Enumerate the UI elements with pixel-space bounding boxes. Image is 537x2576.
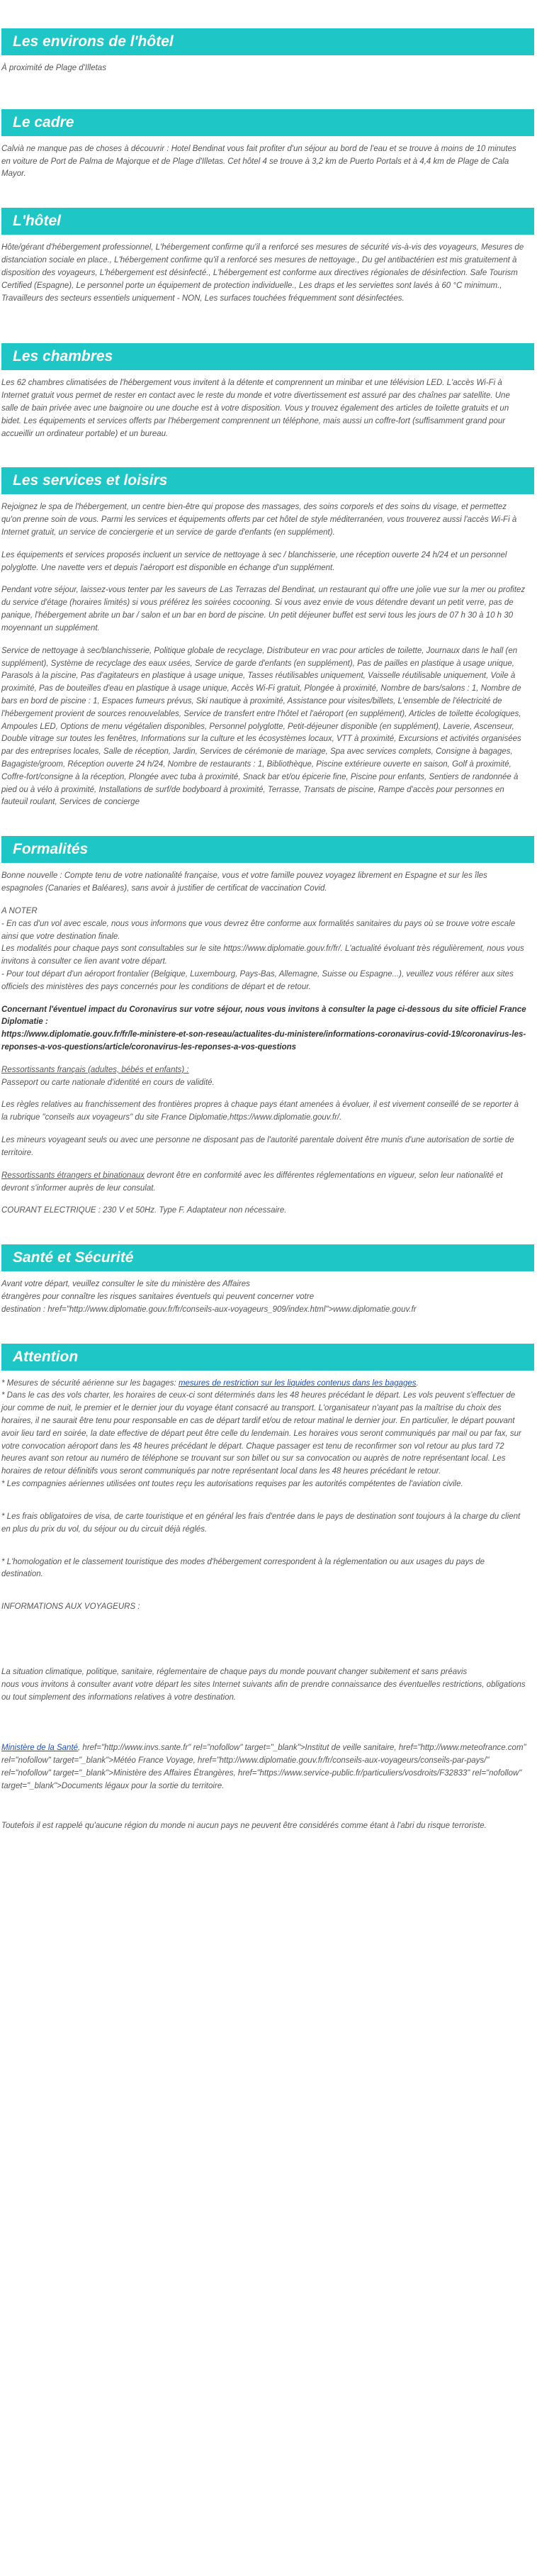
section-title-sante: Santé et Sécurité: [1, 1244, 534, 1271]
formalites-note-modalites: Les modalités pour chaque pays sont consultables sur le site https://www.diplomatie.gouv.fr/fr/. L'actualité évoluant très régulièrement, nous vous invitons à consulter ce lien avant votre départ.: [1, 944, 524, 966]
services-equipements-text: Les équipements et services proposés incluent un service de nettoyage à sec / blanchisserie, une réception ouverte 24 h/24 et un personnel polyglotte. Une navette vers et depuis l'aéroport est disponible en échange d'un supplément.: [1, 550, 507, 572]
chambres-text: Les 62 chambres climatisées de l'hébergement vous invitent à la détente et comprennent un minibar et une télévision LED. L'accès Wi-Fi à Internet gratuit vous permet de rester en contact avec le reste du monde et votre divertissement est assuré par des chaînes par satellite. Une salle de bain privée avec une baignoire ou une douche est à votre disposition. Vous y trouvez également des articles de toilette gratuits et un bidet. Les équipements et services offerts par l'hébergement comprennent un téléphone, mais aussi un coffre-fort (suffisamment grand pour accueillir un ordinateur portable) et un bureau.: [1, 379, 510, 438]
formalites-ressortissants-etrangers-heading: Ressortissants étrangers et binationaux: [1, 1171, 145, 1180]
section-chambres: [0, 343, 537, 440]
section-hotel: [0, 208, 537, 305]
attention-situation-text: La situation climatique, politique, sanitaire, réglementaire de chaque pays du monde pouvant changer subitement et sans préavis: [1, 1667, 468, 1676]
services-restaurant-text: Pendant votre séjour, laissez-vous tenter par les saveurs de Las Terrazas del Bendinat, un restaurant qui offre une jolie vue sur la mer ou profitez du service d'étage (horaires limités) si vous préférez les soirées cocooning. Si vous avez envie de vous détendre devant un petit verre, pas de panique, l'hébergement abrite un bar / salon et un bar en bord de piscine. Un petit déjeuner buffet est servi tous les jours de 07 h 30 à 10 h 30 moyennant un supplément.: [1, 586, 526, 632]
formalites-regles-text: Les règles relatives au franchissement des frontières propres à chaque pays étant amenées à évoluer, il est vivement conseillé de se reporter à la rubrique "conseils aux voyageurs" du site France Diplomatie,https://www.diplomatie.gouv.fr/.: [1, 1100, 519, 1122]
formalites-courant-text: COURANT ELECTRIQUE : 230 V et 50Hz. Type F. Adaptateur non nécessaire.: [1, 1206, 287, 1215]
attention-bagages-end: .: [416, 1378, 419, 1388]
formalites-ressortissants-etrangers-text: devront être en conformité avec les différentes réglementations en vigueur, selon leur nationalité et devront s'informer auprès de leur consulat.: [1, 1171, 503, 1193]
section-formalites: [0, 836, 537, 1217]
section-services: [0, 467, 537, 809]
section-title-chambres: Les chambres: [1, 343, 534, 370]
formalites-coronavirus-text: Concernant l'éventuel impact du Coronavirus sur votre séjour, nous vous invitons à consulter la page ci-dessous du site officiel France Diplomatie :: [1, 1005, 526, 1027]
formalites-note-heading: A NOTER: [1, 906, 38, 915]
attention-vols-charter-text: * Dans le cas des vols charter, les horaires de ceux-ci sont déterminés dans les 48 heures précédant le départ. Les vols peuvent s'effectuer de jour comme de nuit, le premier et le dernier jour du voyage étant consacré au transport. L'organisateur n'ayant pas la maîtrise du choix des horaires, il ne saurait être tenu pour responsable en cas de départ tardif et/ou de retour matinal le dernier jour. En particulier, le départ pouvant avoir lieu tard en soirée, la date effective de départ peut être celle du lendemain. Les horaires vous seront communiqués par mail ou par fax, sur votre convocation aéroport dans les 48 heures précédant le départ. Chaque passager est tenu de reconfirmer son vol retour au plus tard 72 heures avant son retour au numéro de téléphone se trouvant sur son billet ou sur sa convocation ou auprès de notre représentant local. Les horaires de retour définitifs vous seront communiqués par notre représentant local dans les 48 heures précédant le retour.: [1, 1391, 521, 1476]
environs-text: À proximité de Plage d'Illetas: [1, 64, 106, 72]
section-title-environs: Les environs de l'hôtel: [1, 28, 534, 55]
sante-text-line-2: étrangères pour connaître les risques sanitaires éventuels qui peuvent concerner votre: [1, 1292, 315, 1301]
attention-sites-text: , href="http://www.invs.sante.fr" rel="nofollow" target="_blank">Institut de veille sanitaire, href="http://www.meteofrance.com" rel="nofollow" target="_blank">Météo France Voyage, href="http://www.diplomatie.gouv.fr/fr/conseils-aux-voyageurs/conseils-par-pays/" rel="nofollow" target="_blank">Ministère des Affaires Étrangères, href="https://www.service-public.fr/particuliers/vosdroits/F32833" rel="nofollow" target="_blank">Documents légaux pour la sortie du territoire.: [1, 1744, 526, 1790]
liquides-restriction-link[interactable]: mesures de restriction sur les liquides contenus dans les bagages: [178, 1378, 417, 1388]
formalites-note-frontalier: - Pour tout départ d'un aéroport frontalier (Belgique, Luxembourg, Pays-Bas, Allemagne, Suisse ou Espagne...), veuillez vous référer aux sites officiels des ministères des pays concernés pour les conditions de départ et de retour.: [1, 969, 514, 991]
sante-text-line-3: destination : href="http://www.diplomatie.gouv.fr/fr/conseils-aux-voyageurs_909/index.html">www.diplomatie.gouv.fr: [1, 1305, 417, 1314]
formalites-intro: Bonne nouvelle : Compte tenu de votre nationalité française, vous et votre famille pouvez voyagez librement en Espagne et sur les îles espagnoles (Canaries et Baléares), sans avoir à justifier de certificat de vaccination Covid.: [1, 871, 487, 893]
section-title-services: Les services et loisirs: [1, 467, 534, 494]
ministere-sante-link[interactable]: Ministère de la Santé: [1, 1744, 79, 1753]
attention-homologation-text: * L'homologation et le classement touristique des modes d'hébergement correspondent à la réglementation ou aux usages du pays de destination.: [1, 1557, 485, 1579]
section-title-attention: Attention: [1, 1344, 534, 1371]
cadre-text: Calvià ne manque pas de choses à découvrir : Hotel Bendinat vous fait profiter d'un séjour au bord de l'eau et se trouve à moins de 10 minutes en voiture de Port de Palma de Majorque et de Plage d'Illetas. Cet hôtel 4 se trouve à 3,2 km de Puerto Portals et à 4,4 km de Plage de Cala Mayor.: [1, 144, 516, 179]
section-environs: [0, 28, 537, 75]
attention-consulter-text: nous vous invitons à consulter avant votre départ les sites Internet suivants afin de prendre connaissance des éventuelles restrictions, obligations ou tout simplement des informations relatives à votre destination.: [1, 1680, 526, 1702]
attention-bagages: [1, 1378, 527, 1390]
sante-text-line-1: Avant votre départ, veuillez consulter le site du ministère des Affaires: [1, 1280, 250, 1289]
section-sante: [0, 1244, 537, 1316]
attention-sites-list: [1, 1742, 527, 1792]
section-attention: [0, 1344, 537, 1833]
attention-compagnies-text: * Les compagnies aériennes utilisées ont toutes reçu les autorisations requises par les autorités compétentes de l'aviation civile.: [1, 1480, 463, 1489]
formalites-coronavirus-url[interactable]: https://www.diplomatie.gouv.fr/fr/le-ministere-et-son-reseau/actualites-du-ministere/informations-coronavirus-covid-19/coronavirus-les-reponses-a-vos-questions/article/coronavirus-les-reponses-a-vos-questions: [1, 1030, 526, 1052]
section-title-hotel: L'hôtel: [1, 208, 534, 235]
hotel-text: Hôte/gérant d'hébergement professionnel, L'hébergement confirme qu'il a renforcé ses mesures de sécurité vis-à-vis des voyageurs, Mesures de distanciation sociale en place., L'hébergement confirme qu'il a renforcé ses mesures de nettoyage., Du gel antibactérien est mis gratuitement à disposition des voyageurs, L'hébergement est désinfecté., L'hébergement est conforme aux directives régionales de désinfection. Safe Tourism Certified (Espagne), Le personnel porte un équipement de protection individuelle., Les draps et les serviettes sont lavés à 60 °C minimum., Travailleurs des secteurs essentiels uniquement - NON, Les surfaces touchées fréquemment sont désinfectées.: [1, 243, 524, 303]
section-title-cadre: Le cadre: [1, 109, 534, 136]
section-cadre: [0, 109, 537, 181]
services-list-text: Service de nettoyage à sec/blanchisserie, Politique globale de recyclage, Distributeur en vrac pour articles de toilette, Journaux dans le hall (en supplément), Système de recyclage des eaux usées, Service de garde d'enfants (en supplément), Pas de pailles en plastique à usage unique, Parasols à la piscine, Pas d'agitateurs en plastique à usage unique, Tasses réutilisables uniquement, Vaisselle réutilisable uniquement, Voile à proximité, Pas de bouteilles d'eau en plastique à usage unique, Accès Wi-Fi gratuit, Plongée à proximité, Nombre de bars/salons : 1, Nombre de bars en bord de piscine : 1, Espaces fumeurs prévus, Ski nautique à proximité, Assistance pour visites/billets, L'ensemble de l'électricité de l'hébergement provient de sources renouvelables, Service de transfert entre l'hôtel et l'aéroport (en supplément), Articles de toilette écologiques, Ampoules LED, Options de menu végétalien disponibles, Personnel polyglotte, Petit-déjeuner disponible (en supplément), Laverie, Ascenseur, Double vitrage sur toutes les fenêtres, Informations sur la culture et les écosystèmes locaux, VTT à proximité, Excursions et activités organisées par des entreprises locales, Salle de réception, Jardin, Services de cérémonie de mariage, Spa avec services complets, Consigne à bagages, Bagagiste/groom, Réception ouverte 24 h/24, Nombre de restaurants : 1, Bibliothèque, Piscine extérieure ouverte en saison, Golf à proximité, Coffre-fort/consigne à la réception, Plongée avec tuba à proximité, Snack bar et/ou épicerie fine, Piscine pour enfants, Sentiers de randonnée à pied ou à vélo à proximité, Installations de surf/de bodyboard à proximité, Terrasse, Transats de piscine, Rampe d'accès pour personnes en fauteuil roulant, Services de concierge: [1, 646, 521, 807]
formalites-ressortissants-etrangers: [1, 1170, 527, 1195]
formalites-ressortissants-francais-text: Passeport ou carte nationale d'identité en cours de validité.: [1, 1078, 215, 1087]
attention-frais-text: * Les frais obligatoires de visa, de carte touristique et en général les frais d'entrée dans le pays de destination sont toujours à la charge du client en plus du prix du vol, du séjour ou du circuit déjà réglés.: [1, 1512, 521, 1534]
formalites-mineurs-text: Les mineurs voyageant seuls ou avec une personne ne disposant pas de l'autorité parentale doivent être munis d'une autorisation de sortie de territoire.: [1, 1136, 514, 1157]
section-title-formalites: Formalités: [1, 836, 534, 863]
attention-terrorisme-text: Toutefois il est rappelé qu'aucune région du monde ni aucun pays ne peuvent être considérés comme étant à l'abri du risque terroriste.: [1, 1821, 487, 1830]
attention-bagages-text: * Mesures de sécurité aérienne sur les bagages:: [1, 1378, 179, 1388]
services-spa-text: Rejoignez le spa de l'hébergement, un centre bien-être qui propose des massages, des soins corporels et des soins du visage, et permettez qu'on prenne soin de vous. Parmi les services et équipements offerts par cet hôtel de style méditerranéen, vous trouverez aussi l'accès Wi-Fi à Internet gratuit, un service de conciergerie et un service de garde d'enfants (en supplément).: [1, 503, 517, 537]
formalites-note-escale: - En cas d'un vol avec escale, nous vous informons que vous devrez être conforme aux formalités sanitaires du pays où se trouve votre escale ainsi que votre destination finale.: [1, 919, 516, 941]
formalites-ressortissants-francais-heading: Ressortissants français (adultes, bébés et enfants) :: [1, 1065, 189, 1074]
attention-info-heading: INFORMATIONS AUX VOYAGEURS :: [1, 1602, 140, 1612]
